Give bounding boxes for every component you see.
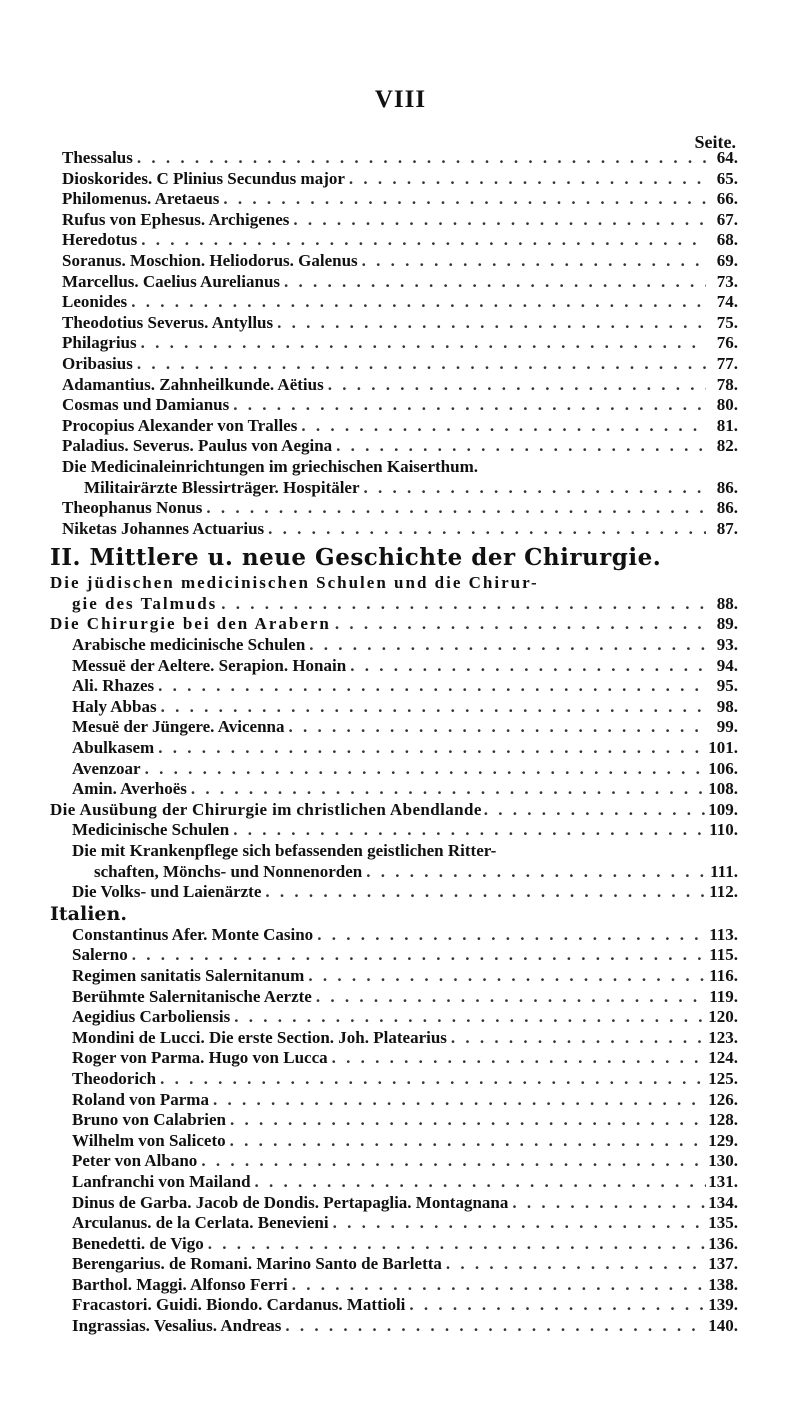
toc-entry-title: Marcellus. Caelius Aurelianus xyxy=(62,271,281,291)
toc-entry xyxy=(62,395,738,416)
toc-entry-page: 140. xyxy=(708,1316,738,1336)
toc-entry-page: 106. xyxy=(708,758,738,778)
toc-entry xyxy=(62,1048,738,1069)
toc-entry-title: Dinus de Garba. Jacob de Dondis. Pertapaglia. Montagnana xyxy=(72,1192,509,1212)
leader-dots xyxy=(332,436,706,457)
toc-entry xyxy=(62,333,738,354)
leader-dots xyxy=(197,1151,706,1172)
toc-entry-page: 77. xyxy=(716,353,738,373)
leader-dots xyxy=(128,945,706,966)
toc-entry-title: Barthol. Maggi. Alfonso Ferri xyxy=(72,1274,288,1294)
leader-dots xyxy=(157,697,706,718)
toc-entry-page: 124. xyxy=(708,1048,738,1068)
toc-entry xyxy=(62,1069,738,1090)
toc-entry xyxy=(62,925,738,946)
toc-entry-title: schaften, Mönchs- und Nonnenorden xyxy=(94,861,363,881)
leader-dots xyxy=(324,375,706,396)
toc-entry-title: Die mit Krankenpflege sich befassenden geistlichen Ritter- xyxy=(72,841,497,860)
toc-entry-page: 130. xyxy=(708,1151,738,1171)
leader-dots xyxy=(345,169,706,190)
toc-entry xyxy=(62,1131,738,1152)
leader-dots xyxy=(305,635,706,656)
toc-entry-title: Soranus. Moschion. Heliodorus. Galenus xyxy=(62,250,358,270)
toc-entry-page: 68. xyxy=(716,230,738,250)
toc-entry-title: Peter von Albano xyxy=(72,1151,198,1171)
toc-entry-page: 113. xyxy=(709,924,738,944)
toc-group-abendland xyxy=(62,820,738,841)
toc-entry xyxy=(62,966,738,987)
toc-entry xyxy=(62,375,738,396)
toc-entry xyxy=(62,1110,738,1131)
toc-entry-page: 112. xyxy=(709,882,738,902)
leader-dots xyxy=(204,1234,706,1255)
toc-entry-page: 73. xyxy=(716,271,738,291)
toc-entry-page: 126. xyxy=(708,1089,738,1109)
toc-entry-title: Thessalus xyxy=(62,148,133,167)
toc-group-italien xyxy=(62,925,738,1337)
toc-entry-page: 88. xyxy=(716,593,738,613)
toc-entry-page: 93. xyxy=(716,635,738,655)
toc-entry-title: Medicinische Schulen xyxy=(72,820,230,840)
leader-dots xyxy=(289,210,706,231)
toc-group-ancient-2 xyxy=(62,498,738,539)
leader-dots xyxy=(217,594,706,615)
leader-dots xyxy=(133,148,706,169)
leader-dots xyxy=(261,882,706,903)
toc-entry-title: Die Volks- und Laienärzte xyxy=(72,882,262,902)
toc-group-ancient xyxy=(62,148,738,457)
toc-entry xyxy=(62,354,738,375)
toc-entry-page: 86. xyxy=(716,498,738,518)
toc-entry-page: 69. xyxy=(716,250,738,270)
toc-entry xyxy=(62,1234,738,1255)
toc-entry-title: Cosmas und Damianus xyxy=(62,395,230,415)
toc-entry-title: Procopius Alexander von Tralles xyxy=(62,415,298,435)
leader-dots xyxy=(346,656,706,677)
toc-entry xyxy=(62,1213,738,1234)
toc-entry xyxy=(62,1316,738,1337)
page-column-label: Seite. xyxy=(694,132,736,152)
toc-entry-page: 111. xyxy=(710,861,738,881)
toc-entry-title: Wilhelm von Saliceto xyxy=(72,1130,226,1150)
leader-dots xyxy=(288,1275,706,1296)
toc-entry-page: 99. xyxy=(716,717,738,737)
toc-entry-page: 135. xyxy=(708,1213,738,1233)
toc-entry xyxy=(62,1028,738,1049)
toc-entry-page: 87. xyxy=(716,518,738,538)
leader-dots xyxy=(156,1069,706,1090)
toc-entry-page: 109. xyxy=(708,799,738,819)
toc-entry-continuation xyxy=(62,478,738,499)
leader-dots xyxy=(442,1254,706,1275)
toc-entry xyxy=(62,189,738,210)
toc-entry-page: 75. xyxy=(716,312,738,332)
leader-dots xyxy=(226,1110,706,1131)
toc-entry xyxy=(62,436,738,457)
leader-dots xyxy=(313,925,706,946)
toc-entry-title: Arculanus. de la Cerlata. Benevieni xyxy=(72,1213,329,1233)
toc-entry-page: 116. xyxy=(709,965,738,985)
toc-entry-title: Regimen sanitatis Salernitanum xyxy=(72,965,305,985)
toc-entry-page: 139. xyxy=(708,1295,738,1315)
toc-entry-title: Constantinus Afer. Monte Casino xyxy=(72,924,314,944)
toc-entry xyxy=(50,573,738,594)
leader-dots xyxy=(328,1048,706,1069)
toc-entry-title: Die Medicinaleinrichtungen im griechischen Kaiserthum. xyxy=(62,456,478,476)
toc-entry xyxy=(62,1295,738,1316)
toc-entry-title: Ingrassias. Vesalius. Andreas xyxy=(72,1316,282,1336)
toc-entry-title: Arabische medicinische Schulen xyxy=(72,635,306,655)
toc-entry xyxy=(62,313,738,334)
leader-dots xyxy=(273,313,706,334)
leader-dots xyxy=(187,779,706,800)
toc-entry-title: Adamantius. Zahnheilkunde. Aëtius xyxy=(62,374,324,394)
toc-entry xyxy=(62,1275,738,1296)
toc-entry-page: 74. xyxy=(716,292,738,312)
toc-entry-title: Dioskorides. C Plinius Secundus major xyxy=(62,168,345,188)
leader-dots xyxy=(127,292,706,313)
toc-entry-page: 125. xyxy=(708,1068,738,1088)
toc-entry-page: 110. xyxy=(709,820,738,840)
toc-entry-title: Philomenus. Aretaeus xyxy=(62,189,220,209)
toc-entry-title: Die Ausübung der Chirurgie im christlichen Abendlande xyxy=(50,799,482,819)
leader-dots xyxy=(141,759,706,780)
toc-entry-title: Amin. Averhoës xyxy=(72,779,187,799)
toc-entry-title: Mesuë der Jüngere. Avicenna xyxy=(72,717,285,737)
toc-entry xyxy=(62,1172,738,1193)
toc-entry-title: Philagrius xyxy=(62,333,137,353)
toc-entry-title: Lanfranchi von Mailand xyxy=(72,1171,251,1191)
toc-entry-page: 115. xyxy=(709,945,738,965)
toc-entry xyxy=(62,519,738,540)
toc-entry-title: Avenzoar xyxy=(72,758,141,778)
toc-entry-title: Haly Abbas xyxy=(72,696,157,716)
toc-entry xyxy=(62,1007,738,1028)
toc-entry xyxy=(62,292,738,313)
toc-entry-title: Bruno von Calabrien xyxy=(72,1110,226,1130)
toc-entry-page: 94. xyxy=(716,655,738,675)
toc-entry-page: 123. xyxy=(708,1027,738,1047)
toc-entry-title: gie des Talmuds xyxy=(72,593,218,613)
table-of-contents xyxy=(50,148,738,1337)
toc-entry-page: 80. xyxy=(716,395,738,415)
toc-entry-page: 128. xyxy=(708,1110,738,1130)
leader-dots xyxy=(329,1213,706,1234)
leader-dots xyxy=(281,1316,706,1337)
leader-dots xyxy=(133,354,706,375)
toc-entry-title: Abulkasem xyxy=(72,738,155,758)
toc-entry-page: 65. xyxy=(716,168,738,188)
toc-entry xyxy=(62,498,738,519)
toc-entry xyxy=(62,987,738,1008)
toc-entry xyxy=(62,148,738,169)
toc-entry-page: 137. xyxy=(708,1254,738,1274)
toc-entry-page: 129. xyxy=(708,1130,738,1150)
leader-dots xyxy=(219,189,706,210)
toc-entry-title: Rufus von Ephesus. Archigenes xyxy=(62,209,290,229)
toc-entry-page: 81. xyxy=(716,415,738,435)
toc-entry xyxy=(50,800,738,821)
toc-entry-page: 64. xyxy=(716,148,738,167)
toc-entry xyxy=(62,820,738,841)
section-heading: II. Mittlere u. neue Geschichte der Chirurgie. xyxy=(50,544,662,572)
leader-dots xyxy=(137,333,706,354)
toc-entry-title: Niketas Johannes Actuarius xyxy=(62,518,265,538)
toc-entry-title: Fracastori. Guidi. Biondo. Cardanus. Mattioli xyxy=(72,1295,406,1315)
leader-dots xyxy=(358,251,706,272)
toc-entry xyxy=(62,1151,738,1172)
leader-dots xyxy=(312,987,706,1008)
toc-entry-page: 89. xyxy=(716,614,738,634)
leader-dots xyxy=(229,395,706,416)
toc-entry xyxy=(62,841,738,862)
toc-entry-page: 98. xyxy=(716,696,738,716)
toc-group-laien xyxy=(62,882,738,903)
leader-dots xyxy=(447,1028,706,1049)
toc-entry-title: Berengarius. de Romani. Marino Santo de Barletta xyxy=(72,1254,442,1274)
toc-entry-title: Theophanus Nonus xyxy=(62,498,203,518)
toc-entry-title: Aegidius Carboliensis xyxy=(72,1007,231,1027)
toc-entry-title: Heredotus xyxy=(62,230,138,250)
toc-entry-page: 138. xyxy=(708,1274,738,1294)
leader-dots xyxy=(360,478,706,499)
toc-entry-page: 108. xyxy=(708,779,738,799)
toc-entry xyxy=(62,759,738,780)
toc-entry-page: 101. xyxy=(708,738,738,758)
leader-dots xyxy=(229,820,706,841)
toc-entry-title: Oribasius xyxy=(62,353,133,373)
leader-dots xyxy=(508,1193,706,1214)
toc-entry xyxy=(62,779,738,800)
toc-entry xyxy=(62,169,738,190)
toc-entry-title: Die jüdischen medicinischen Schulen und die Chirur- xyxy=(50,573,539,593)
toc-entry xyxy=(62,210,738,231)
toc-entry-page: 66. xyxy=(716,189,738,209)
toc-entry-title: Roger von Parma. Hugo von Lucca xyxy=(72,1048,328,1068)
page-number: VIII xyxy=(374,86,427,113)
toc-entry xyxy=(62,272,738,293)
toc-entry xyxy=(62,416,738,437)
toc-entry-title: Mondini de Lucci. Die erste Section. Joh. Platearius xyxy=(72,1027,447,1047)
toc-entry-title: Roland von Parma xyxy=(72,1089,209,1109)
toc-entry-title: Ali. Rhazes xyxy=(72,676,155,696)
leader-dots xyxy=(405,1295,706,1316)
toc-entry xyxy=(62,656,738,677)
toc-entry-title: Berühmte Salernitanische Aerzte xyxy=(72,986,312,1006)
leader-dots xyxy=(202,498,706,519)
leader-dots xyxy=(297,416,706,437)
toc-entry-page: 76. xyxy=(716,333,738,353)
toc-entry xyxy=(62,1193,738,1214)
leader-dots xyxy=(362,862,706,883)
leader-dots xyxy=(226,1131,706,1152)
toc-entry-page: 131. xyxy=(708,1171,738,1191)
toc-entry xyxy=(62,230,738,251)
toc-entry-page: 95. xyxy=(716,676,738,696)
leader-dots xyxy=(264,519,706,540)
sub-heading: Italien. xyxy=(50,902,127,925)
toc-entry-page: 86. xyxy=(716,477,738,497)
leader-dots xyxy=(209,1090,706,1111)
toc-entry-title: Paladius. Severus. Paulus von Aegina xyxy=(62,436,333,456)
toc-entry xyxy=(62,738,738,759)
leader-dots xyxy=(230,1007,706,1028)
toc-entry-page: 120. xyxy=(708,1007,738,1027)
toc-entry xyxy=(50,614,738,635)
toc-entry xyxy=(62,635,738,656)
toc-entry-title: Benedetti. de Vigo xyxy=(72,1233,204,1253)
toc-entry-title: Messuë der Aeltere. Serapion. Honain xyxy=(72,655,347,675)
leader-dots xyxy=(482,800,706,821)
toc-entry-title: Salerno xyxy=(72,945,128,965)
toc-entry xyxy=(62,697,738,718)
leader-dots xyxy=(331,614,706,635)
leader-dots xyxy=(154,738,706,759)
leader-dots xyxy=(137,230,706,251)
leader-dots xyxy=(280,272,706,293)
toc-entry-page: 134. xyxy=(708,1192,738,1212)
toc-entry-title: Die Chirurgie bei den Arabern xyxy=(50,614,331,634)
toc-entry xyxy=(62,945,738,966)
toc-entry-page: 136. xyxy=(708,1233,738,1253)
toc-entry xyxy=(62,1090,738,1111)
toc-entry xyxy=(62,882,738,903)
leader-dots xyxy=(154,676,706,697)
toc-entry-page: 67. xyxy=(716,209,738,229)
toc-entry-title: Theodorich xyxy=(72,1068,157,1088)
toc-group-arab xyxy=(62,635,738,800)
toc-entry-page: 119. xyxy=(709,986,738,1006)
leader-dots xyxy=(251,1172,706,1193)
toc-entry-title: Theodotius Severus. Antyllus xyxy=(62,312,274,332)
toc-entry-page: 82. xyxy=(716,436,738,456)
toc-entry-title: Militairärzte Blessirträger. Hospitäler xyxy=(84,477,360,497)
toc-entry-page: 78. xyxy=(716,374,738,394)
leader-dots xyxy=(284,717,706,738)
leader-dots xyxy=(304,966,706,987)
toc-entry xyxy=(62,457,738,478)
toc-entry xyxy=(62,251,738,272)
toc-entry-title: Leonides xyxy=(62,292,128,312)
toc-entry xyxy=(62,1254,738,1275)
toc-entry xyxy=(62,717,738,738)
toc-entry-continuation xyxy=(62,594,738,615)
toc-entry xyxy=(62,676,738,697)
toc-entry-continuation xyxy=(62,862,738,883)
